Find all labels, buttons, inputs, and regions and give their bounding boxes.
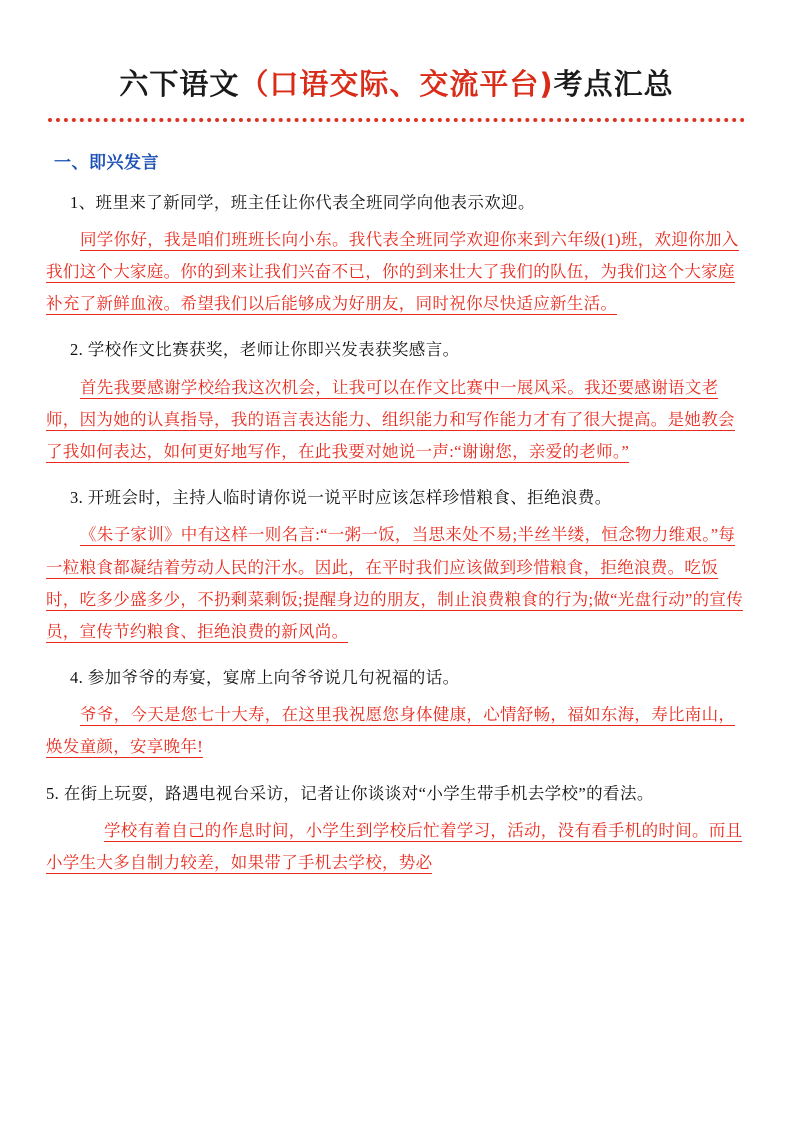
question-5: 5. 在街上玩耍，路遇电视台采访，记者让你谈谈对“小学生带手机去学校”的看法。 <box>46 783 654 803</box>
question-3: 3. 开班会时，主持人临时请你说一说平时应该怎样珍惜粮食、拒绝浪费。 <box>70 488 612 508</box>
answer-5 <box>46 815 747 879</box>
answer-4 <box>46 699 747 763</box>
question-1: 1、班里来了新同学，班主任让你代表全班同学向他表示欢迎。 <box>70 192 535 212</box>
answer-3-text: 《朱子家训》中有这样一则名言:“一粥一饭，当思来处不易;半丝半缕，恒念物力维艰。”每一粒粮食都凝结着劳动人民的汗水。因此，在平时我们应该做到珍惜粮食，拒绝浪费。吃饭时，吃多少盛多少，不扔剩菜剩饭;提醒身边的朋友，制止浪费粮食的行为;做“光盘行动”的宣传员，宣传节约粮食、拒绝浪费的新风尚。 <box>46 525 744 641</box>
answer-4-text: 爷爷，今天是您七十大寿，在这里我祝愿您身体健康，心情舒畅，福如东海，寿比南山，焕发童颜，安享晚年! <box>46 705 736 757</box>
answer-3 <box>46 519 747 648</box>
title-part-2: （口语交际、交流平台) <box>239 67 554 101</box>
answer-2 <box>46 372 747 469</box>
section-heading: 一、即兴发言 <box>54 152 159 173</box>
divider <box>48 118 745 126</box>
question-2: 2. 学校作文比赛获奖，老师让你即兴发表获奖感言。 <box>70 340 460 360</box>
answer-1 <box>46 224 747 321</box>
title-part-1: 六下语文 <box>119 67 240 101</box>
question-4: 4. 参加爷爷的寿宴，宴席上向爷爷说几句祝福的话。 <box>70 668 460 688</box>
page-title <box>46 66 747 104</box>
title-part-3: 考点汇总 <box>553 67 674 101</box>
answer-2-text: 首先我要感谢学校给我这次机会，让我可以在作文比赛中一展风采。我还要感谢语文老师，因为她的认真指导，我的语言表达能力、组织能力和写作能力才有了很大提高。是她教会了我如何表达，如何更好地写作，在此我要对她说一声:“谢谢您，亲爱的老师。” <box>46 377 735 461</box>
answer-1-text: 同学你好，我是咱们班班长向小东。我代表全班同学欢迎你来到六年级(1)班，欢迎你加入我们这个大家庭。你的到来让我们兴奋不已，你的到来壮大了我们的队伍，为我们这个大家庭补充了新鲜血液。希望我们以后能够成为好朋友，同时祝你尽快适应新生活。 <box>46 229 739 314</box>
answer-5-text: 学校有着自己的作息时间，小学生到学校后忙着学习，活动，没有看手机的时间。而且小学生大多自制力较差，如果带了手机去学校，势必 <box>46 820 743 873</box>
